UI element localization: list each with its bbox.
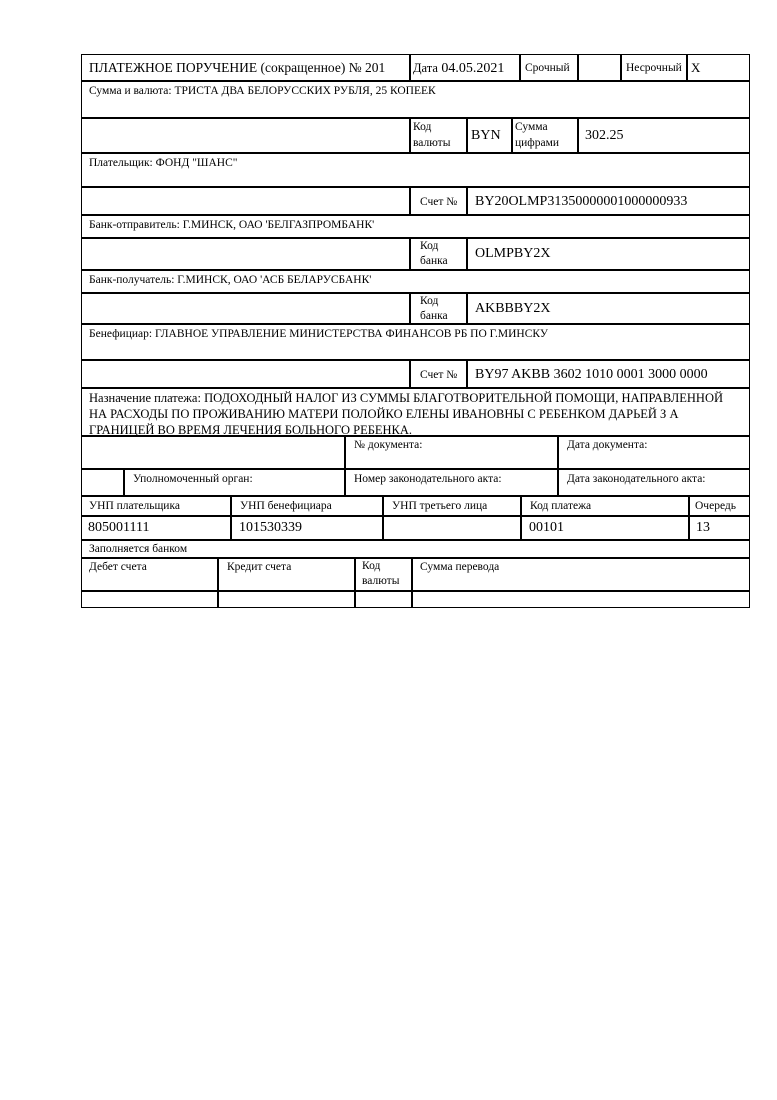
amount-words: ТРИСТА ДВА БЕЛОРУССКИХ РУБЛЯ, 25 КОПЕЕК bbox=[174, 85, 436, 97]
third-party-unp-header-cell bbox=[383, 496, 521, 516]
date-cell bbox=[410, 54, 520, 81]
beneficiary-unp-header-cell bbox=[231, 496, 383, 516]
payer-account-label: Счет № bbox=[420, 196, 458, 208]
amount-digits: 302.25 bbox=[585, 128, 624, 143]
sender-bank-code-label-2: банка bbox=[420, 255, 448, 267]
payer-unp-header-cell bbox=[81, 496, 231, 516]
receiver-bank-name: Г.МИНСК, ОАО 'АСБ БЕЛАРУСБАНК' bbox=[177, 274, 372, 286]
sender-bank-label: Банк-отправитель: bbox=[89, 219, 180, 231]
amount-label: Сумма и валюта: bbox=[89, 85, 172, 97]
transfer-value-cell bbox=[412, 591, 750, 608]
payment-code: 00101 bbox=[529, 520, 564, 535]
doc-date-cell bbox=[558, 436, 750, 469]
sender-bank-name: Г.МИНСК, ОАО 'БЕЛГАЗПРОМБАНК' bbox=[182, 219, 375, 231]
debit-label: Дебет счета bbox=[89, 561, 147, 573]
queue-header-cell bbox=[689, 496, 750, 516]
currency-code-label-1: Код bbox=[413, 121, 432, 133]
payer-account-cell bbox=[467, 187, 750, 215]
digits-label-cell bbox=[512, 118, 578, 153]
act-date-label: Дата законодательного акта: bbox=[567, 473, 706, 485]
doc-number-cell bbox=[345, 436, 558, 469]
bank-currency-label-2: валюты bbox=[362, 575, 400, 587]
payer-unp-cell bbox=[81, 516, 231, 540]
beneficiary-account-label-cell bbox=[410, 360, 467, 388]
credit-value-cell bbox=[218, 591, 355, 608]
non-urgent-mark: X bbox=[691, 60, 701, 75]
act-date-cell bbox=[558, 469, 750, 496]
queue-label: Очередь bbox=[695, 500, 736, 512]
receiver-bank-code-label-2: банка bbox=[420, 310, 448, 322]
non-urgent-mark-cell bbox=[687, 54, 750, 81]
payer-account-label-cell bbox=[410, 187, 467, 215]
bank-section-cell bbox=[81, 540, 750, 558]
payer-account: BY20OLMP31350000001000000933 bbox=[475, 194, 688, 209]
beneficiary-account-label: Счет № bbox=[420, 369, 458, 381]
currency-code-label-cell bbox=[410, 118, 467, 153]
beneficiary-spacer-cell bbox=[81, 360, 410, 388]
receiver-bank-code-cell bbox=[467, 293, 750, 324]
authority-label: Уполномоченный орган: bbox=[133, 473, 253, 485]
beneficiary-name: ГЛАВНОЕ УПРАВЛЕНИЕ МИНИСТЕРСТВА ФИНАНСОВ РБ ПО Г.МИНСКУ bbox=[154, 328, 548, 340]
document-left-spacer-cell bbox=[81, 436, 345, 469]
transfer-header-cell bbox=[412, 558, 750, 591]
bank-currency-value-cell bbox=[355, 591, 412, 608]
digits-label-1: Сумма bbox=[515, 121, 548, 133]
document-title: ПЛАТЕЖНОЕ ПОРУЧЕНИЕ (сокращенное) № 201 bbox=[89, 60, 386, 75]
payer-unp-label: УНП плательщика bbox=[89, 500, 180, 512]
doc-date-label: Дата документа: bbox=[567, 439, 648, 451]
non-urgent-label: Несрочный bbox=[626, 62, 682, 74]
payer-unp: 805001111 bbox=[88, 520, 150, 535]
purpose-label: Назначение платежа: bbox=[89, 391, 201, 405]
authority-indent-cell bbox=[81, 469, 124, 496]
urgent-mark-cell bbox=[578, 54, 621, 81]
transfer-label: Сумма перевода bbox=[420, 561, 500, 573]
debit-value-cell bbox=[81, 591, 218, 608]
beneficiary-unp: 101530339 bbox=[239, 520, 302, 535]
debit-header-cell bbox=[81, 558, 218, 591]
date-value: 04.05.2021 bbox=[441, 61, 505, 76]
receiver-bank-cell bbox=[81, 270, 750, 293]
purpose-text: ПОДОХОДНЫЙ НАЛОГ ИЗ СУММЫ БЛАГОТВОРИТЕЛЬНОЙ ПОМОЩИ, НАПРАВЛЕННОЙ НА РАСХОДЫ ПО ПРОЖИВАНИЮ МАТЕРИ ПОЛОЙКО ЕЛЕНЫ ИВАНОВНЫ С РЕБЕНКОМ ДАРЬЕЙ З А ГРАНИЦЕЙ ВО ВРЕМЯ ЛЕЧЕНИЯ БОЛЬНОГО РЕБЕНКА. bbox=[89, 391, 723, 437]
act-number-label: Номер законодательного акта: bbox=[354, 473, 502, 485]
beneficiary-unp-cell bbox=[231, 516, 383, 540]
act-number-cell bbox=[345, 469, 558, 496]
payer-label: Плательщик: bbox=[89, 157, 153, 169]
beneficiary-unp-label: УНП бенефициара bbox=[240, 500, 332, 512]
receiver-bank-code-label-cell bbox=[410, 293, 467, 324]
currency-code-cell bbox=[467, 118, 512, 153]
payment-code-label: Код платежа bbox=[530, 500, 592, 512]
beneficiary-label: Бенефициар: bbox=[89, 328, 153, 340]
credit-label: Кредит счета bbox=[227, 561, 292, 573]
receiver-bank-code: AKBBBY2X bbox=[475, 301, 551, 316]
sender-bank-spacer-cell bbox=[81, 238, 410, 270]
queue-cell bbox=[689, 516, 750, 540]
bank-section-label: Заполняется банком bbox=[89, 543, 188, 555]
sender-bank-code-cell bbox=[467, 238, 750, 270]
sender-bank-code-label-cell bbox=[410, 238, 467, 270]
sender-bank-code-label-1: Код bbox=[420, 240, 439, 252]
bank-currency-label-1: Код bbox=[362, 560, 381, 572]
amount-spacer-cell bbox=[81, 118, 410, 153]
purpose-text-block bbox=[89, 390, 729, 438]
payment-code-header-cell bbox=[521, 496, 689, 516]
payer-name: ФОНД "ШАНС" bbox=[155, 157, 238, 169]
currency-code-label-2: валюты bbox=[413, 137, 451, 149]
third-party-unp-label: УНП третьего лица bbox=[392, 500, 488, 512]
queue: 13 bbox=[696, 520, 710, 535]
digits-label-2: цифрами bbox=[515, 137, 560, 149]
receiver-bank-spacer-cell bbox=[81, 293, 410, 324]
third-party-unp-cell bbox=[383, 516, 521, 540]
payer-spacer-cell bbox=[81, 187, 410, 215]
beneficiary-account: BY97 AKBB 3602 1010 0001 3000 0000 bbox=[475, 367, 708, 382]
currency-code: BYN bbox=[471, 128, 501, 143]
payment-code-cell bbox=[521, 516, 689, 540]
non-urgent-cell bbox=[621, 54, 687, 81]
receiver-bank-code-label-1: Код bbox=[420, 295, 439, 307]
urgent-cell bbox=[520, 54, 578, 81]
receiver-bank-label: Банк-получатель: bbox=[89, 274, 175, 286]
authority-cell bbox=[124, 469, 345, 496]
purpose-cell bbox=[81, 388, 750, 436]
doc-number-label: № документа: bbox=[354, 439, 423, 451]
beneficiary-cell bbox=[81, 324, 750, 360]
sender-bank-code: OLMPBY2X bbox=[475, 246, 551, 261]
credit-header-cell bbox=[218, 558, 355, 591]
payer-cell bbox=[81, 153, 750, 187]
bank-currency-header-cell bbox=[355, 558, 412, 591]
amount-words-cell bbox=[81, 81, 750, 118]
digits-cell bbox=[578, 118, 750, 153]
urgent-label: Срочный bbox=[525, 62, 570, 74]
title-cell bbox=[81, 54, 410, 81]
sender-bank-cell bbox=[81, 215, 750, 238]
beneficiary-account-cell bbox=[467, 360, 750, 388]
date-label: Дата bbox=[413, 61, 438, 75]
